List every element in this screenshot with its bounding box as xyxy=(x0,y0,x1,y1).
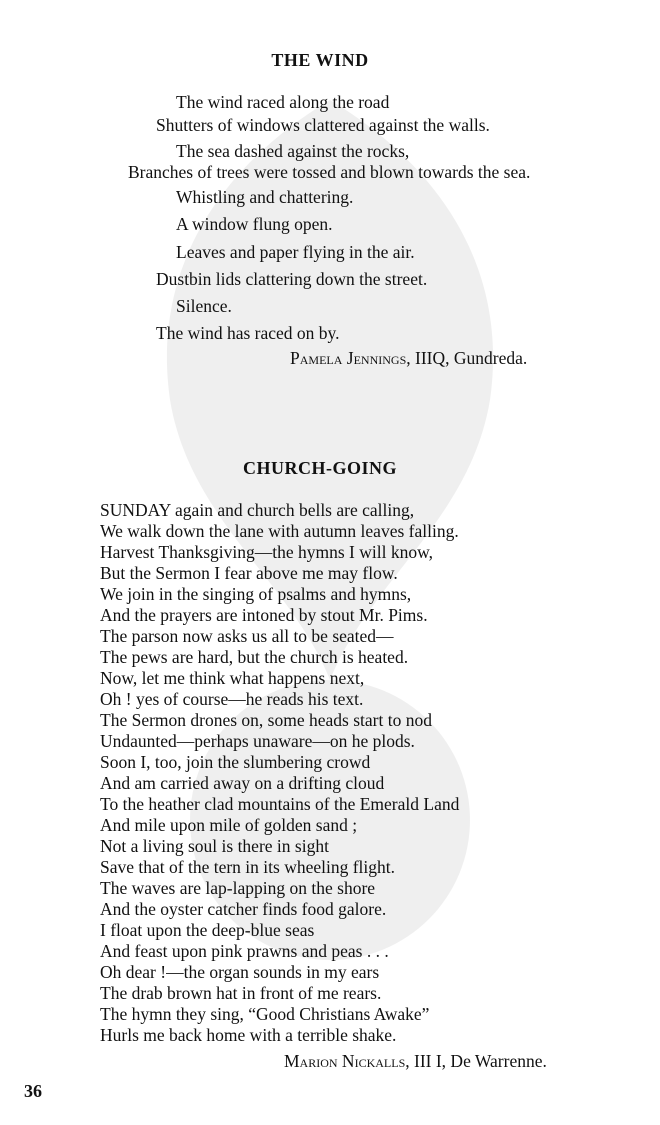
poem-line: To the heather clad mountains of the Emerald Land xyxy=(100,794,460,814)
poem-line: And am carried away on a drifting cloud xyxy=(100,773,385,793)
page-number: 36 xyxy=(24,1081,42,1101)
poem-line: The sea dashed against the rocks, xyxy=(176,141,410,161)
poem-line: SUNDAY again and church bells are calling, xyxy=(100,500,415,520)
poem-author-credit xyxy=(290,348,527,368)
poem-line: And the prayers are intoned by stout Mr. Pims. xyxy=(100,605,428,625)
poem-line: A window flung open. xyxy=(176,214,333,234)
poem-line: Whistling and chattering. xyxy=(176,187,354,207)
poem-line: We join in the singing of psalms and hymns, xyxy=(100,584,412,604)
poem-line: I float upon the deep-blue seas xyxy=(100,920,315,940)
poem-line: Soon I, too, join the slumbering crowd xyxy=(100,752,371,772)
poem-line: The hymn they sing, “Good Christians Awake” xyxy=(100,1004,430,1024)
poem-line: Oh dear !—the organ sounds in my ears xyxy=(100,962,380,982)
author-detail: IIIQ, Gundreda. xyxy=(410,348,528,368)
poem-line: And feast upon pink prawns and peas . . . xyxy=(100,941,389,961)
poem-line: But the Sermon I fear above me may flow. xyxy=(100,563,398,583)
poem-line: The Sermon drones on, some heads start to nod xyxy=(100,710,432,730)
poem-line: Oh ! yes of course—he reads his text. xyxy=(100,689,364,709)
poem-author-credit xyxy=(284,1051,547,1071)
poem-line: The wind raced along the road xyxy=(176,92,390,112)
poem-line: Save that of the tern in its wheeling flight. xyxy=(100,857,396,877)
poem-line: Shutters of windows clattered against the walls. xyxy=(156,115,490,135)
poem-line: Dustbin lids clattering down the street. xyxy=(156,269,428,289)
author-name: Marion Nickalls, xyxy=(284,1051,410,1071)
poem-line: Leaves and paper flying in the air. xyxy=(176,242,415,262)
author-detail: III I, De Warrenne. xyxy=(409,1051,547,1071)
poem-line: And mile upon mile of golden sand ; xyxy=(100,815,358,835)
poem-line: The waves are lap-lapping on the shore xyxy=(100,878,376,898)
poem-line: The pews are hard, but the church is heated. xyxy=(100,647,409,667)
poem-line: The parson now asks us all to be seated— xyxy=(100,626,394,646)
poem-line: Hurls me back home with a terrible shake. xyxy=(100,1025,397,1045)
poem-line: The drab brown hat in front of me rears. xyxy=(100,983,382,1003)
poem-line: Now, let me think what happens next, xyxy=(100,668,365,688)
poem-line: Not a living soul is there in sight xyxy=(100,836,329,856)
poem-line: Undaunted—perhaps unaware—on he plods. xyxy=(100,731,415,751)
poem-line: We walk down the lane with autumn leaves falling. xyxy=(100,521,459,541)
poem-line: Branches of trees were tossed and blown towards the sea. xyxy=(128,162,531,182)
author-name: Pamela Jennings, xyxy=(290,348,411,368)
poem-line: Harvest Thanksgiving—the hymns I will know, xyxy=(100,542,433,562)
poem-line: The wind has raced on by. xyxy=(156,323,340,343)
poem-line: Silence. xyxy=(176,296,232,316)
poem-line: And the oyster catcher finds food galore. xyxy=(100,899,387,919)
poem-title-the-wind: THE WIND xyxy=(271,50,369,70)
poem-title-church-going: CHURCH-GOING xyxy=(243,458,397,478)
